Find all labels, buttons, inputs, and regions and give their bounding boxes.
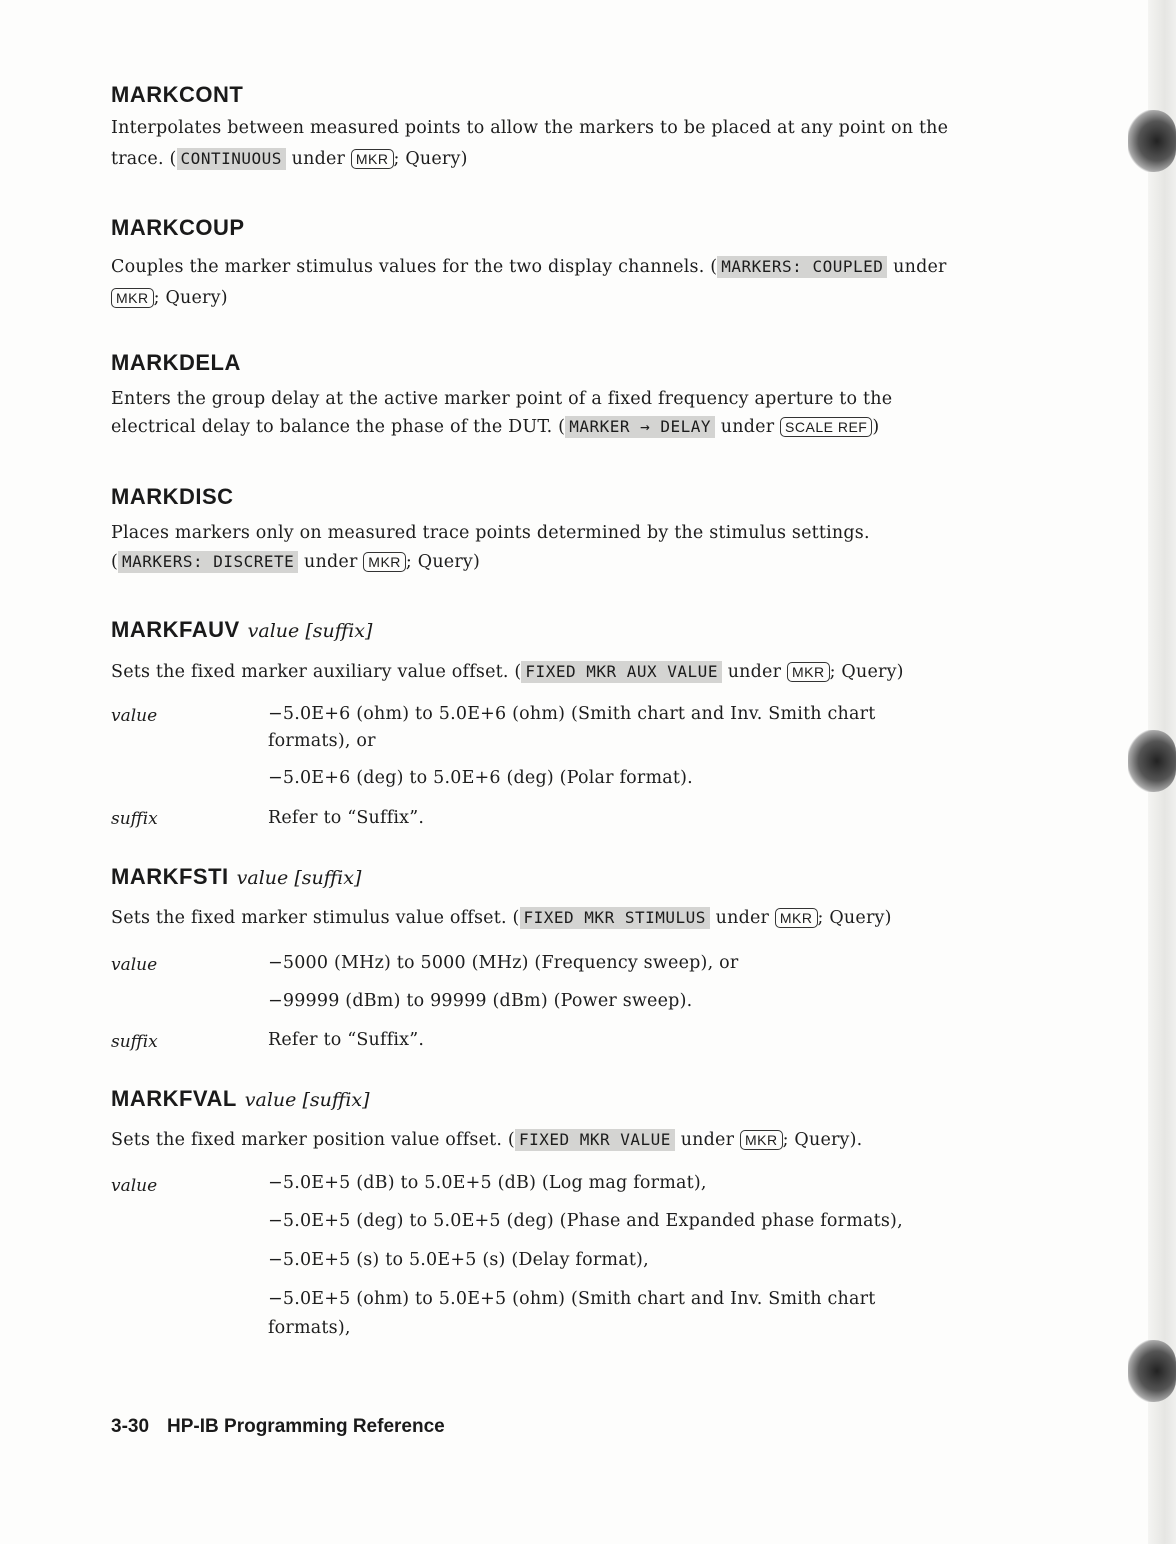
command-heading-markdisc: MARKDISC: [111, 484, 234, 509]
hardkey-label: SCALE REF: [780, 417, 872, 437]
text: Sets the fixed marker auxiliary value offset. (: [111, 662, 522, 682]
softkey-label: MARKER → DELAY: [565, 416, 715, 438]
param-desc: Refer to “Suffix”.: [268, 1030, 425, 1050]
punch-hole: [1128, 730, 1176, 792]
command-heading-markdela: MARKDELA: [111, 350, 241, 375]
hardkey-label: MKR: [775, 908, 818, 928]
text: ): [872, 417, 880, 437]
command-args: value [suffix]: [247, 620, 373, 642]
command-args: value [suffix]: [236, 867, 362, 889]
hardkey-label: MKR: [740, 1130, 783, 1150]
param-desc: −5.0E+5 (ohm) to 5.0E+5 (ohm) (Smith chart and Inv. Smith chart: [268, 1289, 876, 1309]
text: ; Query): [829, 662, 904, 682]
text: under: [285, 149, 351, 169]
param-desc: −5.0E+6 (ohm) to 5.0E+6 (ohm) (Smith chart and Inv. Smith chart: [268, 704, 876, 724]
text: ; Query): [817, 908, 892, 928]
punch-hole: [1128, 110, 1176, 172]
softkey-label: FIXED MKR AUX VALUE: [521, 661, 722, 683]
text: ; Query).: [782, 1130, 863, 1150]
text: under: [709, 908, 775, 928]
text: under: [298, 552, 364, 572]
hardkey-label: MKR: [363, 552, 406, 572]
command-heading-markfauv: [111, 617, 372, 643]
param-desc: −5.0E+5 (deg) to 5.0E+5 (deg) (Phase and Expanded phase formats),: [268, 1211, 903, 1231]
text: Sets the fixed marker stimulus value offset. (: [111, 908, 520, 928]
text: under: [887, 257, 947, 277]
text: Couples the marker stimulus values for the two display channels. (: [111, 257, 718, 277]
command-heading-markcont: MARKCONT: [111, 82, 244, 107]
param-desc: formats), or: [268, 731, 376, 751]
hardkey-label: MKR: [111, 288, 154, 308]
param-desc: −5.0E+5 (s) to 5.0E+5 (s) (Delay format),: [268, 1250, 649, 1270]
command-name: MARKFSTI: [111, 864, 229, 889]
softkey-label: CONTINUOUS: [177, 148, 286, 170]
param-desc: −5.0E+5 (dB) to 5.0E+5 (dB) (Log mag format),: [268, 1173, 707, 1193]
description-line: [111, 256, 947, 278]
param-name: suffix: [111, 1032, 158, 1052]
description-line: Interpolates between measured points to allow the markers to be placed at any point on the: [111, 118, 949, 138]
description-line: Enters the group delay at the active marker point of a fixed frequency aperture to the: [111, 389, 893, 409]
page-number: 3-30: [111, 1416, 150, 1437]
softkey-label: MARKERS: DISCRETE: [118, 551, 298, 573]
text: under: [721, 662, 787, 682]
text: (: [111, 552, 119, 572]
param-name: value: [111, 1176, 158, 1196]
description-line: [111, 416, 879, 438]
softkey-label: FIXED MKR VALUE: [515, 1129, 675, 1151]
param-desc: −99999 (dBm) to 99999 (dBm) (Power sweep).: [268, 991, 693, 1011]
description-line: [111, 1129, 862, 1151]
description-line: [111, 907, 892, 929]
text: electrical delay to balance the phase of the DUT. (: [111, 417, 566, 437]
param-name: suffix: [111, 809, 158, 829]
command-name: MARKFVAL: [111, 1086, 237, 1111]
param-name: value: [111, 706, 158, 726]
text: ; Query): [405, 552, 481, 572]
hardkey-label: MKR: [787, 662, 830, 682]
description-line: [111, 551, 480, 573]
description-line: Places markers only on measured trace points determined by the stimulus settings.: [111, 523, 870, 543]
page-footer: [111, 1416, 445, 1438]
punch-hole: [1128, 1340, 1176, 1402]
command-heading-markfsti: [111, 864, 361, 890]
footer-title: HP-IB Programming Reference: [167, 1416, 445, 1437]
description-line: [111, 148, 468, 170]
text: ; Query): [393, 149, 468, 169]
text: under: [715, 417, 781, 437]
command-heading-markfval: [111, 1086, 370, 1112]
softkey-label: FIXED MKR STIMULUS: [520, 907, 710, 929]
param-desc: −5000 (MHz) to 5000 (MHz) (Frequency sweep), or: [268, 953, 739, 973]
param-desc: −5.0E+6 (deg) to 5.0E+6 (deg) (Polar format).: [268, 768, 693, 788]
command-name: MARKFAUV: [111, 617, 240, 642]
param-name: value: [111, 955, 158, 975]
hardkey-label: MKR: [351, 149, 394, 169]
text: under: [674, 1130, 740, 1150]
text: ; Query): [153, 288, 228, 308]
command-args: value [suffix]: [244, 1089, 370, 1111]
param-desc: formats),: [268, 1318, 351, 1338]
param-desc: Refer to “Suffix”.: [268, 808, 425, 828]
softkey-label: MARKERS: COUPLED: [717, 256, 887, 278]
command-heading-markcoup: MARKCOUP: [111, 215, 245, 240]
description-line: [111, 661, 904, 683]
text: Sets the fixed marker position value offset. (: [111, 1130, 515, 1150]
description-line: [111, 288, 228, 308]
text: trace. (: [111, 149, 177, 169]
